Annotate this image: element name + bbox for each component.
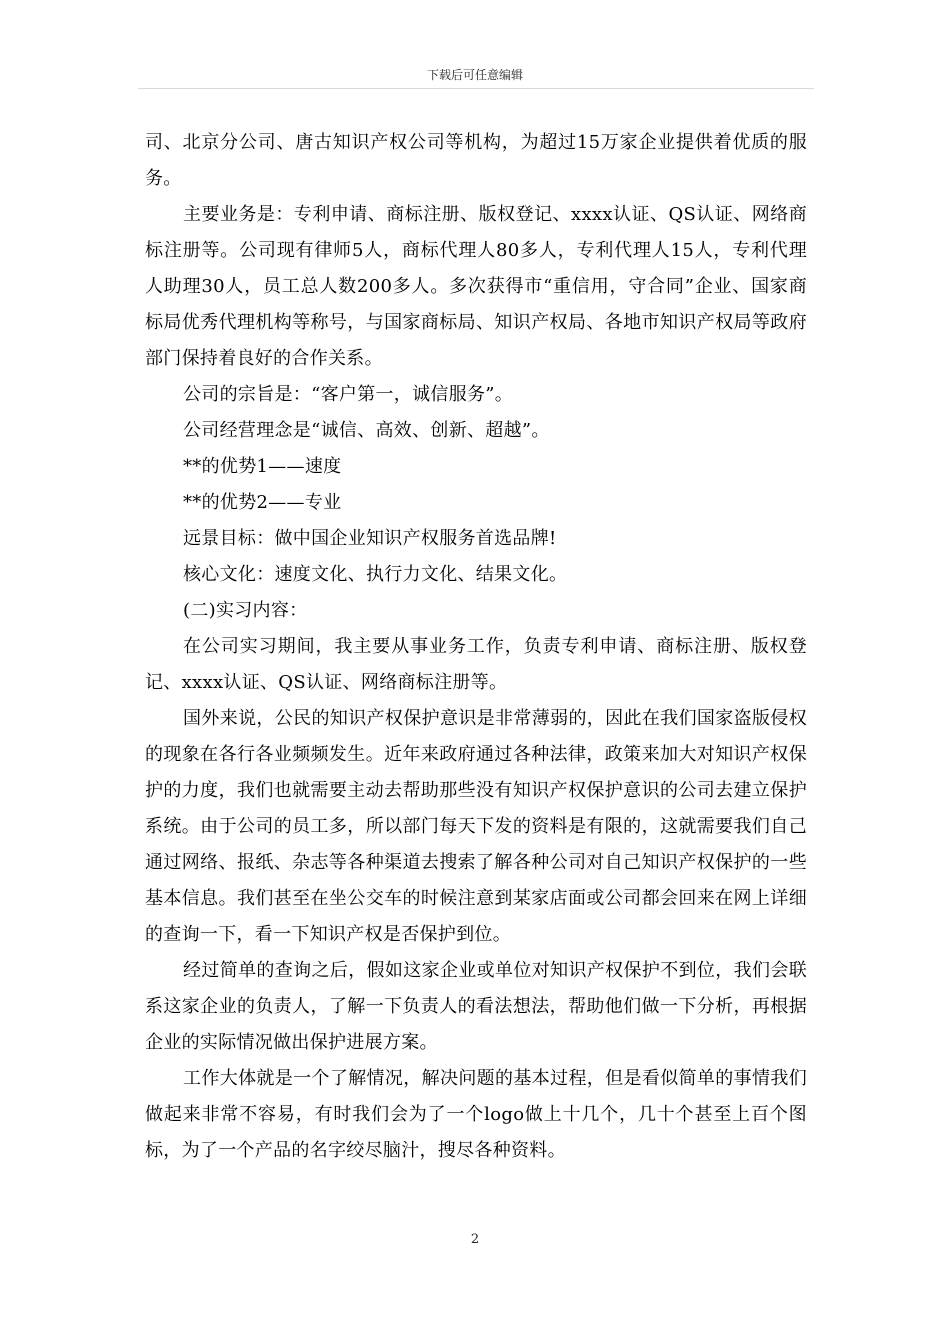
paragraph-5: **的优势1——速度 bbox=[183, 456, 342, 477]
page-header: 下载后可任意编辑 bbox=[426, 68, 523, 82]
page-number: 2 bbox=[470, 1232, 480, 1247]
paragraph-6: **的优势2——专业 bbox=[183, 492, 342, 513]
paragraph-11: 国外来说，公民的知识产权保护意识是非常薄弱的，因此在我们国家盗版侵权的现象在各行各业频频发生。近年来政府通过各种法律，政策来加大对知识产权保护的力度，我们也就需要主动去帮助那些没有知识产权保护意识的公司去建立保护系统。由于公司的员工多，所以部门每天下发的资料是有限的，这就需要我们自己通过网络、报纸、杂志等各种渠道去搜索了解各种公司对自己知识产权保护的一些基本信息。我们甚至在坐公交车的时候注意到某家店面或公司都会回来在网上详细的查询一下，看一下知识产权是否保护到位。 bbox=[145, 708, 807, 945]
header-divider bbox=[138, 88, 814, 89]
paragraph-12: 经过简单的查询之后，假如这家企业或单位对知识产权保护不到位，我们会联系这家企业的负责人，了解一下负责人的看法想法，帮助他们做一下分析，再根据企业的实际情况做出保护进展方案。 bbox=[145, 960, 807, 1053]
paragraph-3: 公司的宗旨是：“客户第一，诚信服务”。 bbox=[183, 384, 514, 405]
document-body bbox=[145, 125, 807, 1169]
paragraph-7: 远景目标：做中国企业知识产权服务首选品牌! bbox=[183, 528, 557, 549]
section-heading: (二)实习内容： bbox=[183, 600, 308, 621]
paragraph-10: 在公司实习期间，我主要从事业务工作，负责专利申请、商标注册、版权登记、xxxx认证、QS认证、网络商标注册等。 bbox=[145, 636, 807, 693]
paragraph-2: 主要业务是：专利申请、商标注册、版权登记、xxxx认证、QS认证、网络商标注册等。公司现有律师5人，商标代理人80多人，专利代理人15人，专利代理人助理30人，员工总人数200多人。多次获得市“重信用，守合同”企业、国家商标局优秀代理机构等称号，与国家商标局、知识产权局、各地市知识产权局等政府部门保持着良好的合作关系。 bbox=[145, 204, 807, 369]
paragraph-8: 核心文化：速度文化、执行力文化、结果文化。 bbox=[183, 564, 568, 585]
paragraph-4: 公司经营理念是“诚信、高效、创新、超越”。 bbox=[183, 420, 550, 441]
paragraph-13: 工作大体就是一个了解情况，解决问题的基本过程，但是看似简单的事情我们做起来非常不容易，有时我们会为了一个logo做上十几个，几十个甚至上百个图标，为了一个产品的名字绞尽脑汁，搜尽各种资料。 bbox=[145, 1068, 807, 1161]
paragraph-1: 司、北京分公司、唐古知识产权公司等机构，为超过15万家企业提供着优质的服务。 bbox=[145, 132, 807, 189]
